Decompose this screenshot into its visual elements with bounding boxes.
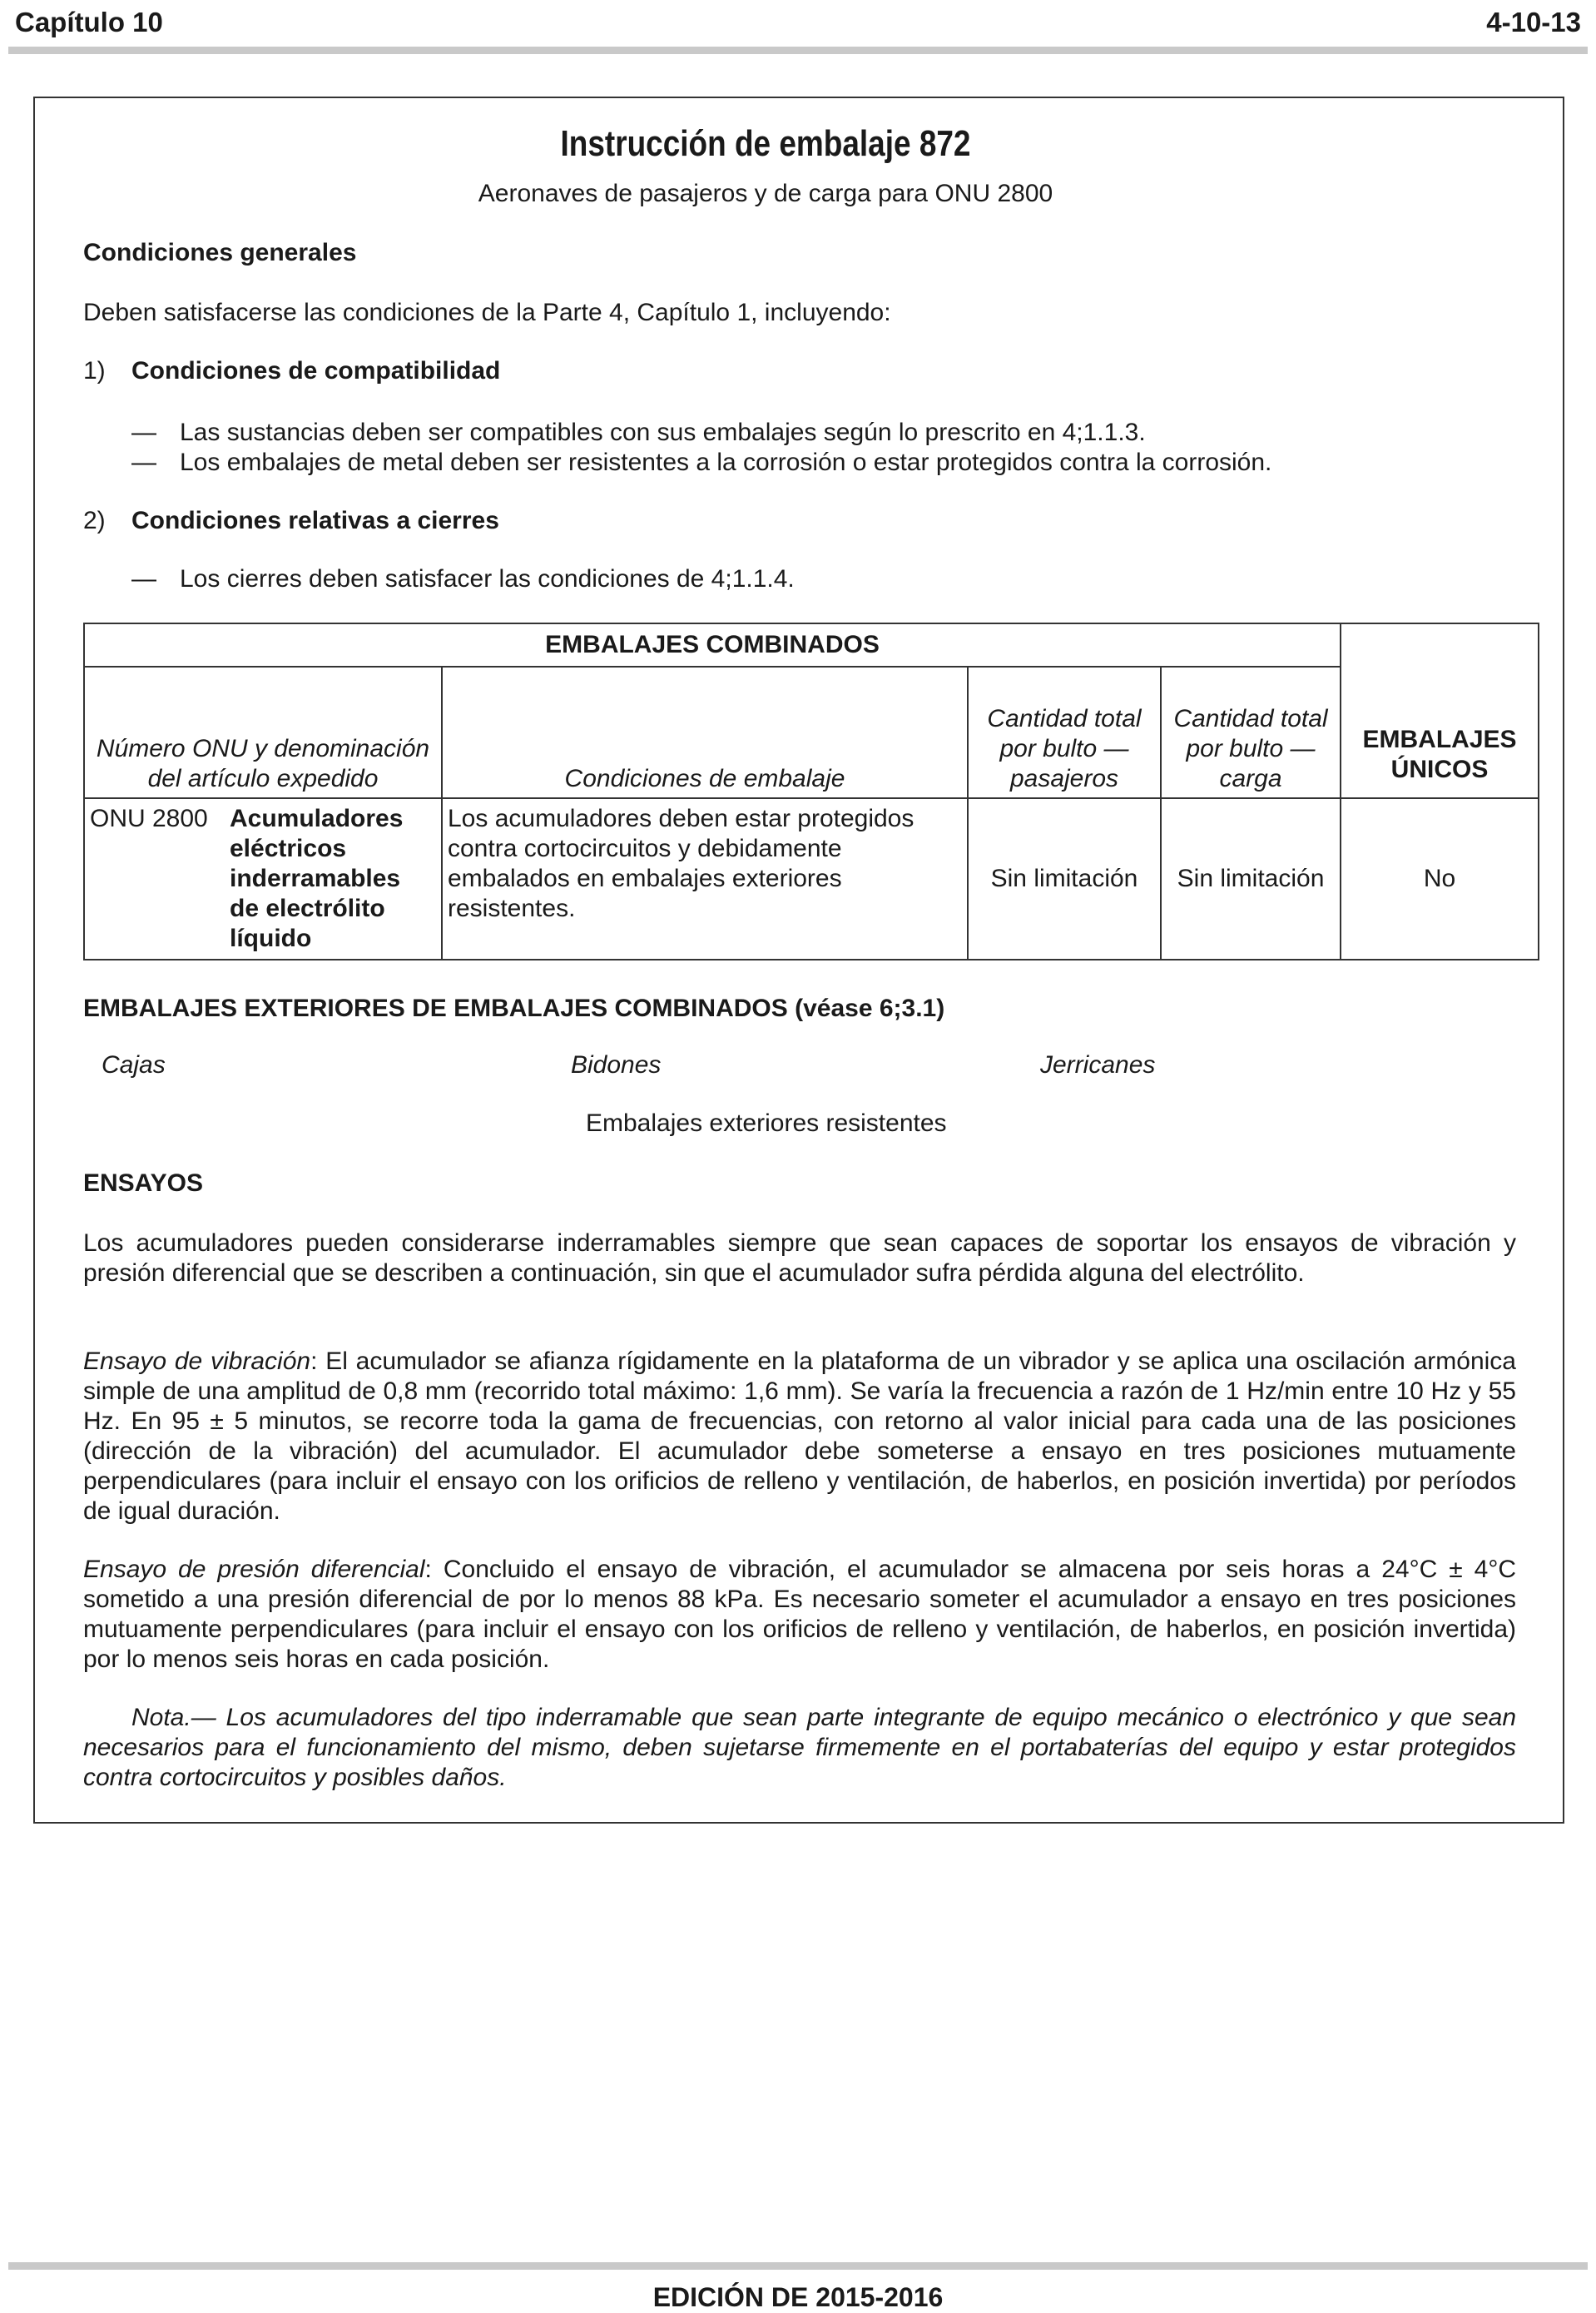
footer-rule — [8, 2262, 1588, 2270]
note-paragraph: Nota.— Los acumuladores del tipo inderramable que sean parte integrante de equipo mecánico o electrónico y que sean necesarios para el funcionamiento del mismo, deben sujetarse firmemente en el portabaterías del equipo y estar protegidos contra cortocircuitos y posibles daños. — [83, 1704, 1516, 1791]
condition-1-item-1: —Las sustancias deben ser compatibles con sus embalajes según lo prescrito en 4;1.1.3. — [131, 418, 1146, 448]
condition-1-title: Condiciones de compatibilidad — [131, 357, 501, 385]
un-number: ONU 2800 — [90, 805, 208, 832]
vibration-test-label: Ensayo de vibración — [83, 1348, 311, 1375]
page-subtitle: Aeronaves de pasajeros y de carga para ONU 2800 — [478, 180, 1053, 207]
general-intro: Deben satisfacerse las condiciones de la Parte 4, Capítulo 1, incluyendo: — [83, 299, 891, 326]
article-name: Acumuladores eléctricos inderramables de electrólito líquido — [230, 805, 404, 952]
pressure-test-label: Ensayo de presión diferencial — [83, 1556, 425, 1583]
passenger-quantity-cell: Sin limitación — [968, 798, 1161, 960]
page-number: 4-10-13 — [1486, 7, 1581, 37]
cargo-quantity-column-header: Cantidad total por bulto — carga — [1161, 667, 1341, 798]
condition-2-title: Condiciones relativas a cierres — [131, 507, 499, 534]
condition-2-number: 2) — [83, 507, 106, 534]
outer-packagings-note: Embalajes exteriores resistentes — [586, 1109, 947, 1137]
passenger-quantity-column-header: Cantidad total por bulto — pasajeros — [968, 667, 1161, 798]
condition-1-number: 1) — [83, 357, 106, 385]
packing-table — [83, 623, 1539, 960]
condition-2-item-1: —Los cierres deben satisfacer las condiciones de 4;1.1.4. — [131, 564, 795, 594]
condition-1-item-2: —Los embalajes de metal deben ser resistentes a la corrosión o estar protegidos contra la corrosión. — [131, 448, 1271, 478]
tests-heading: ENSAYOS — [83, 1169, 203, 1197]
single-packagings-heading: EMBALAJES ÚNICOS — [1341, 623, 1539, 798]
cargo-quantity-cell: Sin limitación — [1161, 798, 1341, 960]
outer-packaging-drums: Bidones — [571, 1051, 662, 1079]
outer-packagings-heading: EMBALAJES EXTERIORES DE EMBALAJES COMBINADOS (véase 6;3.1) — [83, 995, 945, 1022]
packing-conditions-cell: Los acumuladores deben estar protegidos contra cortocircuitos y debidamente embalados en embalajes exteriores resistentes. — [442, 798, 968, 960]
vibration-test-paragraph: Ensayo de vibración: El acumulador se afianza rígidamente en la plataforma de un vibrador y se aplica una oscilación armónica simple de una amplitud de 0,8 mm (recorrido total máximo: 1,6 mm). Se varía la frecuencia a razón de 1 Hz/min entre 10 Hz y 55 Hz. En 95 ± 5 minutos, se recorre toda la gama de frecuencias, con retorno al valor inicial para cada una de las posiciones (dirección de la vibración) del acumulador. El acumulador debe someterse a ensayo en tres posiciones mutuamente perpendiculares (para incluir el ensayo con los orificios de relleno y ventilación, de haberlos, en posición invertida) por períodos de igual duración. — [83, 1348, 1516, 1525]
page-header — [15, 2, 1581, 43]
un-cell — [84, 798, 442, 960]
page-title: Instrucción de embalaje 872 — [560, 123, 971, 164]
header-rule — [8, 47, 1588, 54]
general-conditions-heading: Condiciones generales — [83, 239, 357, 266]
combined-packagings-heading: EMBALAJES COMBINADOS — [84, 623, 1341, 667]
single-packagings-cell: No — [1341, 798, 1539, 960]
packing-conditions-column-header: Condiciones de embalaje — [442, 667, 968, 798]
tests-intro-paragraph: Los acumuladores pueden considerarse inderramables siempre que sean capaces de soportar los ensayos de vibración y presión diferencial que se describen a continuación, sin que el acumulador sufra pérdida alguna del electrólito. — [83, 1229, 1516, 1287]
un-number-column-header: Número ONU y denominación del artículo expedido — [84, 667, 442, 798]
edition-footer: EDICIÓN DE 2015-2016 — [652, 2282, 944, 2312]
chapter-label: Capítulo 10 — [15, 7, 163, 37]
pressure-test-paragraph: Ensayo de presión diferencial: Concluido el ensayo de vibración, el acumulador se almacena por seis horas a 24°C ± 4°C sometido a una presión diferencial de por lo menos 88 kPa. Es necesario someter el acumulador a ensayo en tres posiciones mutuamente perpendiculares (para incluir el ensayo con los orificios de relleno y ventilación, de haberlos, en posición invertida) por lo menos seis horas en cada posición. — [83, 1556, 1517, 1673]
outer-packaging-boxes: Cajas — [102, 1051, 166, 1079]
outer-packaging-jerricans: Jerricanes — [1040, 1051, 1156, 1079]
table-row — [84, 798, 1539, 960]
